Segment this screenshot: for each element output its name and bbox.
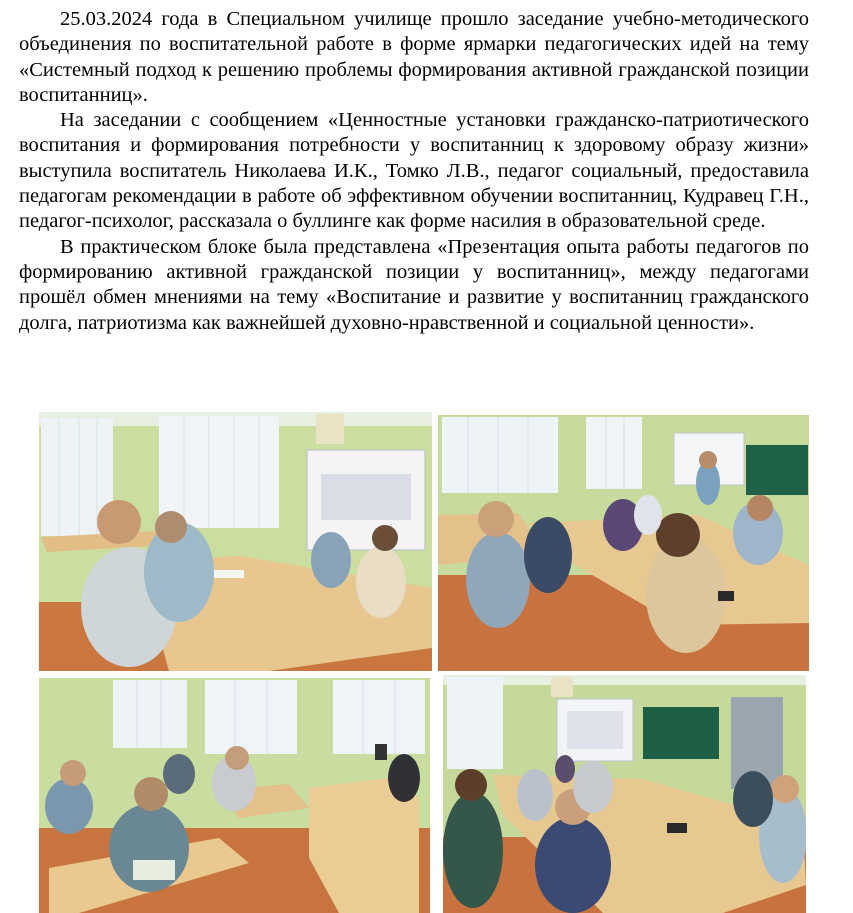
- paragraph-2: На заседании с сообщением «Ценностные установки гражданско-патриотического воспитания и формирования потребности у воспитанниц к здоровому образу жизни» выступила воспитатель Николаева И.К., Томко Л.В., педагог социальный, предоставила педагогам рекомендации в работе об эффективном обучении воспитанниц, Кудравец Г.Н., педагог-психолог, рассказала о буллинге как форме насилия в образовательной среде.: [19, 109, 809, 233]
- paragraph-3: В практическом блоке была представлена «Презентация опыта работы педагогов по формированию активной гражданской позиции у воспитанниц», между педагогами прошёл обмен мнениями на тему «Воспитание и развитие у воспитанниц гражданского долга, патриотизма как важнейшей духовно-нравственной и социальной ценности».: [19, 235, 809, 334]
- paragraph-1: 25.03.2024 года в Специальном училище прошло заседание учебно-методического объединения по воспитательной работе в форме ярмарки педагогических идей на тему «Системный подход к решению проблемы формирования активной гражданской позиции воспитанниц».: [19, 8, 809, 106]
- photo-meeting-4: [443, 675, 806, 913]
- photo-meeting-2: [438, 415, 809, 671]
- article-text: [19, 7, 809, 336]
- photo-meeting-3: [39, 678, 430, 913]
- photo-meeting-1: [39, 412, 432, 671]
